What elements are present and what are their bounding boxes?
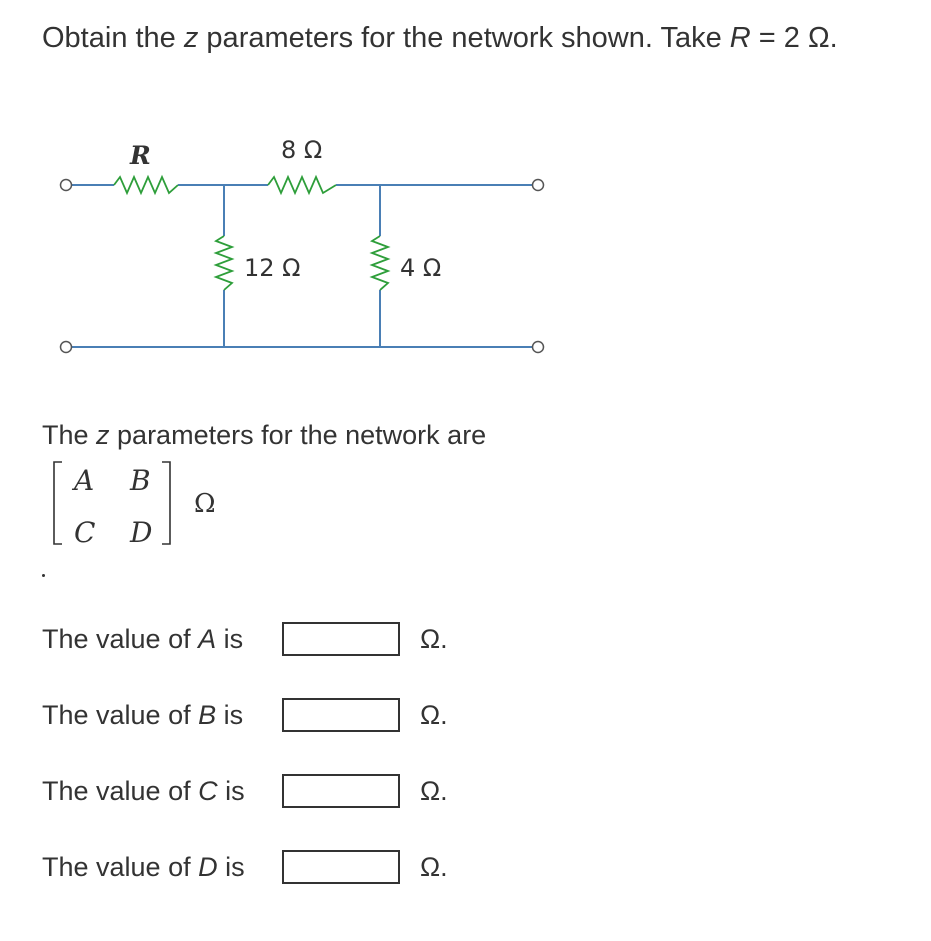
answer-var-c: C: [198, 776, 218, 806]
matrix-cell-a: A: [74, 464, 95, 497]
circuit-terminals: [61, 180, 544, 353]
answer-var-b: B: [198, 700, 217, 730]
answer-unit-d: Ω.: [420, 852, 448, 882]
matrix-cell-c: C: [74, 516, 96, 549]
answer-a-input[interactable]: [282, 622, 400, 656]
matrix-right-bracket: [162, 462, 170, 544]
answer-label-a: The value of A is: [42, 624, 244, 654]
resistor-12-ohm: [216, 236, 232, 290]
matrix-left-bracket: [54, 462, 62, 544]
question-middle: parameters for the network shown. Take: [198, 22, 730, 54]
matrix-cell-d: D: [130, 516, 153, 549]
question-prefix: Obtain the: [42, 22, 184, 54]
answer-unit-c: Ω.: [420, 776, 448, 806]
matrix-unit: Ω: [194, 489, 216, 519]
answer-d-input[interactable]: [282, 850, 400, 884]
resistor-r-label: R: [130, 141, 151, 170]
answer-b-input[interactable]: [282, 698, 400, 732]
answer-label-c: The value of C is: [42, 776, 245, 806]
terminal-top-left: [61, 180, 72, 191]
intro-z-variable: z: [96, 420, 110, 450]
answer-label-b: The value of B is: [42, 700, 244, 730]
resistor-8-ohm-label: 8 Ω: [281, 136, 323, 164]
question-z-variable: z: [183, 22, 199, 54]
answer-unit-a: Ω.: [420, 624, 448, 654]
resistor-r: [114, 177, 178, 193]
intro-suffix: parameters for the network are: [109, 420, 487, 450]
terminal-bottom-right: [533, 342, 544, 353]
answer-unit-b: Ω.: [420, 700, 448, 730]
terminal-bottom-left: [61, 342, 72, 353]
circuit-wires: [72, 185, 532, 347]
resistor-8-ohm: [268, 177, 336, 193]
matrix-cell-b: B: [130, 464, 151, 497]
terminal-top-right: [533, 180, 544, 191]
resistor-4-ohm: [372, 236, 388, 290]
period-dot: [42, 574, 45, 577]
z-matrix: [40, 458, 240, 554]
answer-c-input[interactable]: [282, 774, 400, 808]
question-suffix: = 2 Ω.: [750, 22, 838, 54]
question-r-variable: R: [729, 22, 751, 54]
resistor-4-ohm-label: 4 Ω: [400, 254, 442, 282]
intro-text: [42, 420, 486, 451]
intro-prefix: The: [42, 420, 97, 450]
circuit-diagram: [0, 0, 600, 380]
answer-label-d: The value of D is: [42, 852, 245, 882]
resistor-12-ohm-label: 12 Ω: [244, 254, 301, 282]
answer-var-a: A: [198, 624, 217, 654]
answer-var-d: D: [198, 852, 218, 882]
